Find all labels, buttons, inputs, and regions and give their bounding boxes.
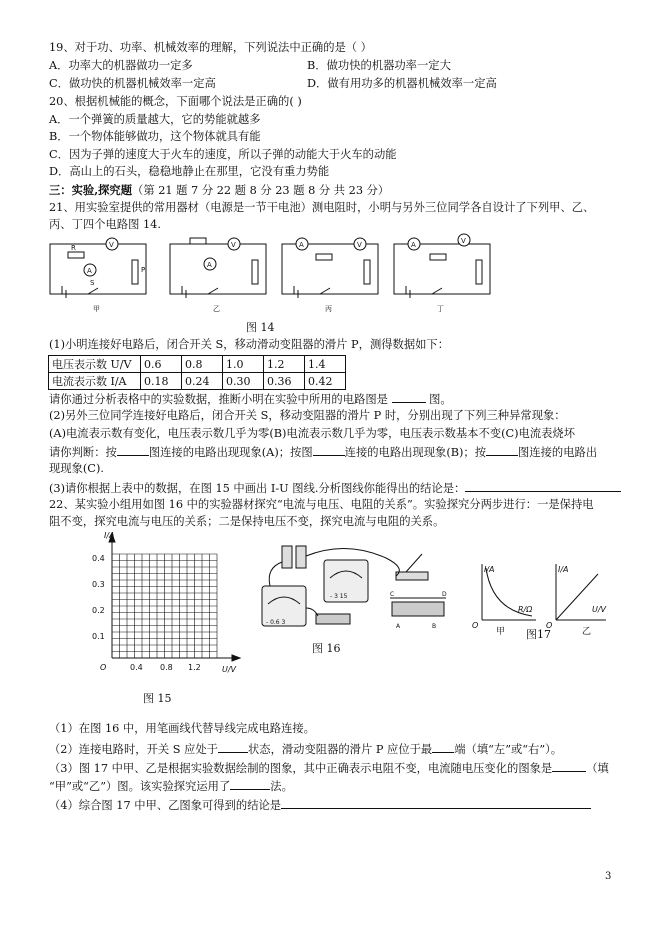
circuit-jia-switch-label: S (90, 279, 95, 287)
q21-part1-question-suffix: 图。 (429, 393, 452, 406)
q21-part2-phenomena: (A)电流表示数有变化，电压表示数几乎为零(B)电流表示数几乎为零，电压表示数基本不变(C)电流表烧坏 (49, 427, 576, 440)
table-cell: 1.0 (223, 356, 264, 373)
circuit-ding-voltmeter-label: V (461, 237, 466, 245)
table-row-current (49, 373, 346, 390)
table-cell: 0.18 (141, 373, 182, 390)
q21-part3-text: (3)请你根据上表中的数据，在图 15 中画出 I-U 图线.分析图线你能得出的结论是： (49, 482, 466, 495)
answer-blank[interactable] (218, 741, 248, 753)
circuit-yi-ammeter-label: A (207, 261, 212, 269)
circuit-yi-voltmeter-label: V (231, 241, 236, 249)
rheostat-end-c: C (390, 591, 395, 598)
q21-part2: (2)另外三位同学连接好电路后，闭合开关 S，移动变阻器的滑片 P 时，分别出现了下列三种异常现象： (49, 409, 566, 422)
q22-step3 (49, 760, 609, 776)
table-header-current: 电流表示数 I/A (49, 373, 141, 390)
q19-options-row1 (49, 59, 451, 73)
q19-option-c: C．做功快的机器机械效率一定高 (49, 77, 216, 90)
answer-blank[interactable] (117, 444, 149, 456)
q19-option-a: A．功率大的机器做功一定多 (49, 59, 193, 72)
figure17-yi-origin: O (546, 621, 553, 630)
figure15-xtick: 1.2 (188, 663, 201, 672)
q21-part1: (1)小明连接好电路后，闭合开关 S，移动滑动变阻器的滑片 P，测得数据如下： (49, 338, 450, 351)
section3-heading (49, 183, 389, 198)
q21-part3 (49, 480, 621, 496)
section3-score: （第 21 题 7 分 22 题 8 分 23 题 8 分 共 23 分） (132, 184, 390, 197)
figure17-caption: 图17 (526, 628, 551, 641)
table-cell: 0.36 (264, 373, 305, 390)
circuit-jia-ammeter-label: A (87, 267, 92, 275)
figure15-grid (86, 530, 246, 676)
q20-option-a: A．一个弹簧的质量越大，它的势能就越多 (49, 113, 261, 126)
q19-stem: 19、对于功、功率、机械效率的理解，下列说法中正确的是（ ） (49, 41, 372, 54)
circuit-jia-name: 甲 (93, 305, 100, 313)
figure14-circuits (40, 232, 500, 316)
q22-step3-text2: （填 (586, 762, 609, 775)
q22-step2 (49, 741, 562, 757)
q21-data-table (48, 355, 346, 390)
q19-option-b: B．做功快的机器功率一定大 (307, 59, 451, 72)
q21-part2-judge-end: 现现象(C). (49, 462, 104, 475)
table-cell: 1.4 (305, 356, 346, 373)
q22-step2-text3: 端（填“左”或“右”）。 (454, 743, 563, 756)
ammeter-scale: - 0.6 3 (266, 619, 286, 626)
figure15-ytick: 0.3 (92, 580, 105, 589)
q22-step4-text: （4）综合图 17 中甲、乙图象可得到的结论是 (49, 799, 282, 812)
circuit-jia-resistor-label: R (71, 244, 76, 252)
q22-step3-cont (49, 778, 293, 794)
q21-part2-judge-text1: 请你判断：按 (49, 446, 117, 459)
circuit-jia-voltmeter-label: V (109, 241, 114, 249)
figure17-jia-name: 甲 (496, 627, 506, 637)
figure15-ytick: 0.2 (92, 606, 105, 615)
figure15-ytick: 0.1 (92, 632, 105, 641)
circuit-bing-voltmeter-label: V (357, 241, 362, 249)
figure16-apparatus (256, 538, 456, 638)
table-cell: 0.6 (141, 356, 182, 373)
rheostat-icon (392, 602, 444, 616)
rheostat-end-a: A (396, 623, 401, 630)
table-header-voltage: 电压表示数 U/V (49, 356, 141, 373)
table-cell: 0.42 (305, 373, 346, 390)
table-cell: 1.2 (264, 356, 305, 373)
q21-stem-line2: 丙、丁四个电路图 14. (49, 218, 161, 231)
answer-blank[interactable] (230, 778, 270, 790)
figure17-yi-name: 乙 (582, 627, 592, 637)
circuit-bing-name: 丙 (325, 305, 332, 313)
circuit-ding-ammeter-label: A (411, 241, 416, 249)
q20-stem: 20、根据机械能的概念，下面哪个说法是正确的( ) (49, 95, 302, 108)
switch-icon (396, 572, 428, 580)
figure17-jia-ylabel: I/A (484, 565, 495, 574)
q21-part2-judge (49, 444, 597, 460)
q22-step1: （1）在图 16 中，用笔画线代替导线完成电路连接。 (49, 722, 315, 735)
circuit-jia-rheostat-label: P (141, 266, 146, 274)
circuit-ding-name: 丁 (437, 305, 444, 313)
figure15-xtick: 0.4 (130, 663, 143, 672)
section3-title: 三：实验,探究题 (49, 183, 133, 197)
q22-step4 (49, 797, 591, 813)
q19-options-row2 (49, 77, 497, 91)
circuit-bing (282, 238, 378, 298)
circuit-ding (394, 234, 490, 298)
answer-blank[interactable] (392, 391, 426, 403)
voltmeter-scale: - 3 15 (330, 593, 348, 600)
answer-blank[interactable] (486, 444, 518, 456)
figure15-ylabel: I/A (104, 531, 115, 540)
figure15-xlabel: U/V (222, 665, 237, 674)
q22-stem-line1: 22、某实验小组用如图 16 中的实验器材探究“电流与电压、电阻的关系”。实验探究分两步进行：一是保持电 (49, 498, 594, 511)
q22-step3-text1: （3）图 17 中甲、乙是根据实验数据绘制的图象，其中正确表示电阻不变，电流随电压变化的图象是 (49, 762, 553, 775)
q22-step3-text4: 法。 (270, 780, 293, 793)
circuit-jia (50, 238, 146, 298)
circuit-bing-ammeter-label: A (299, 241, 304, 249)
figure15-ytick: 0.4 (92, 554, 105, 563)
figure17-yi-xlabel: U/V (592, 605, 607, 614)
q20-option-c: C．因为子弹的速度大于火车的速度，所以子弹的动能大于火车的动能 (49, 148, 397, 161)
figure15-caption: 图 15 (143, 692, 172, 705)
q22-stem-line2: 阻不变，探究电流与电压的关系；二是保持电压不变，探究电流与电阻的关系。 (49, 515, 445, 528)
figure17-yi-ylabel: I/A (558, 565, 569, 574)
table-cell: 0.24 (182, 373, 223, 390)
q21-part2-judge-text4: 图连接的电路出 (518, 446, 598, 459)
q21-part2-judge-text3: 连接的电路出现现象(B)；按 (344, 446, 487, 459)
q21-part2-judge-text2: 图连接的电路出现现象(A)；按图 (148, 446, 313, 459)
answer-blank[interactable] (313, 444, 345, 456)
table-row-voltage (49, 356, 346, 373)
q20-option-d: D．高山上的石头，稳稳地静止在那里，它没有重力势能 (49, 165, 330, 178)
rheostat-end-b: B (432, 623, 437, 630)
q22-step2-text1: （2）连接电路时，开关 S 应处于 (49, 743, 218, 756)
q19-option-d: D．做有用功多的机器机械效率一定高 (307, 77, 497, 90)
page-number: 3 (605, 871, 612, 882)
battery-icon (282, 546, 292, 568)
q21-part1-question (49, 391, 452, 407)
figure15-xtick: 0.8 (160, 663, 173, 672)
q21-part1-question-text: 请你通过分析表格中的实验数据，推断小明在实验中所用的电路图是 (49, 393, 388, 406)
answer-blank[interactable] (432, 741, 454, 753)
figure17-jia-xlabel: R/Ω (518, 605, 533, 614)
resistor-icon (316, 614, 350, 624)
figure17-jia-origin: O (472, 621, 479, 630)
battery-icon (296, 546, 306, 568)
figure15-origin: O (100, 663, 107, 672)
circuit-yi-name: 乙 (213, 305, 220, 313)
answer-blank[interactable] (465, 480, 621, 492)
q20-option-b: B．一个物体能够做功，这个物体就具有能 (49, 130, 261, 143)
figure16-caption: 图 16 (312, 642, 341, 655)
q22-step3-text3: “甲”或“乙”）图。该实验探究运用了 (49, 780, 231, 793)
rheostat-end-d: D (442, 591, 447, 598)
table-cell: 0.30 (223, 373, 264, 390)
q21-stem-line1: 21、用实验室提供的常用器材（电源是一节干电池）测电阻时，小明与另外三位同学各自设计了下列甲、乙、 (49, 201, 595, 214)
circuit-yi (170, 238, 266, 298)
table-cell: 0.8 (182, 356, 223, 373)
figure14-caption: 图 14 (246, 321, 275, 334)
q22-step2-text2: 状态，滑动变阻器的滑片 P 应位于最 (247, 743, 433, 756)
answer-blank[interactable] (552, 760, 586, 772)
answer-blank[interactable] (281, 797, 591, 809)
